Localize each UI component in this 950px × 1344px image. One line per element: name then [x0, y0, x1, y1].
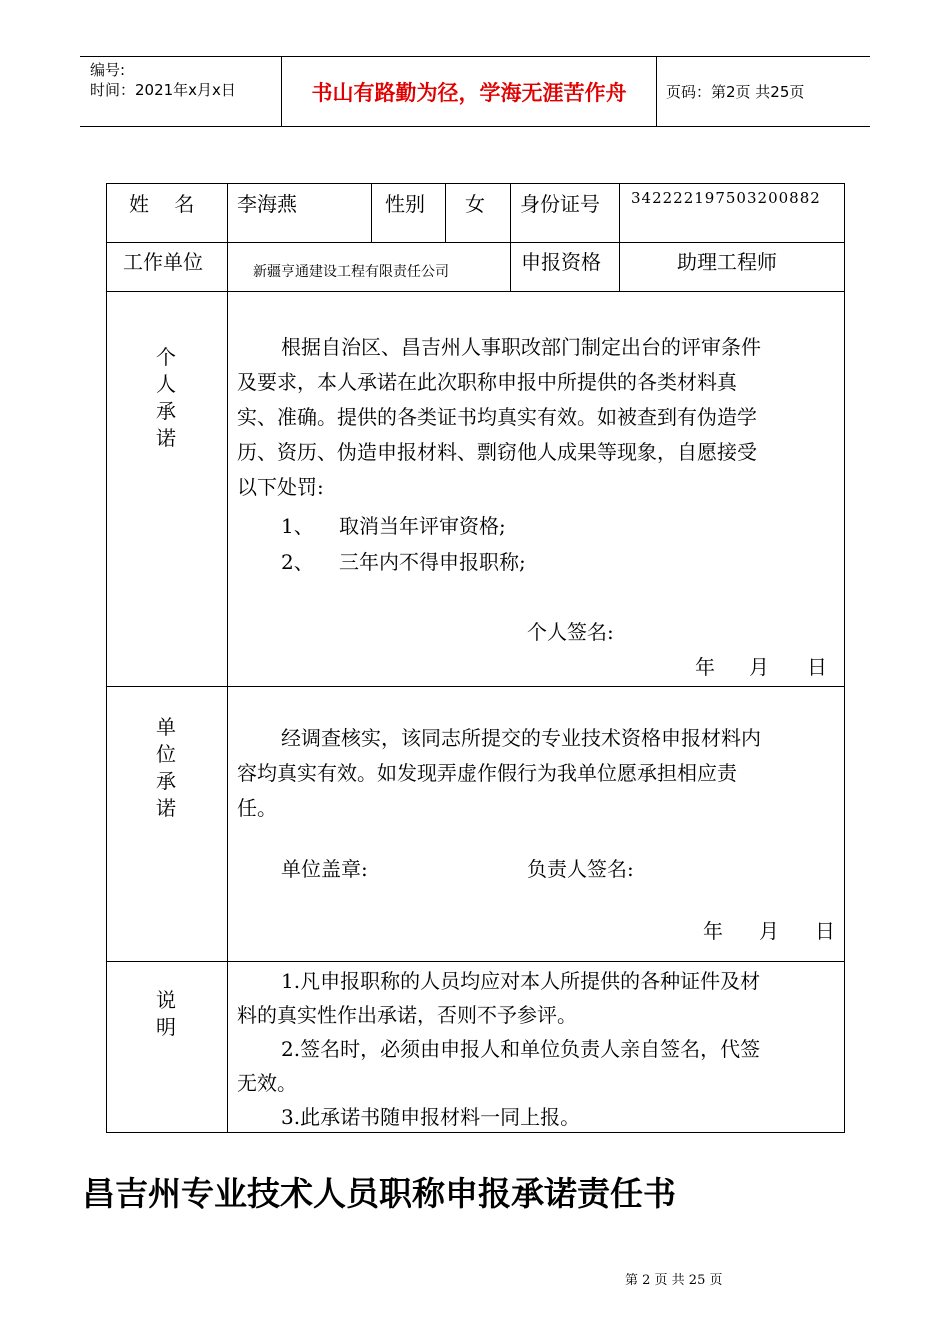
text-line: 无效。 — [237, 1071, 297, 1095]
unit-commitment-text — [237, 721, 761, 826]
header-meta — [80, 57, 281, 126]
label-char: 人 — [156, 372, 176, 396]
personal-commitment-label — [151, 344, 181, 452]
employer-value: 新疆亨通建设工程有限责任公司 — [253, 264, 449, 280]
text-line: 实、准确。提供的各类证书均真实有效。如被查到有伪造学 — [237, 405, 757, 429]
label-char: 诺 — [156, 796, 176, 820]
col-divider — [371, 184, 372, 242]
date-day: 日 — [815, 919, 835, 943]
date-year: 年 — [695, 655, 715, 679]
qualification-label: 申报资格 — [521, 250, 601, 274]
time-label: 时间：2021年x月x日 — [90, 81, 236, 99]
date-year: 年 — [703, 919, 723, 943]
date-month: 月 — [749, 655, 769, 679]
label-char: 单 — [156, 715, 176, 739]
header-motto: 书山有路勤为径，学海无涯苦作舟 — [281, 57, 657, 126]
penalty-2-number: 2、 — [281, 550, 314, 574]
label-char: 承 — [156, 769, 176, 793]
personal-commitment-text — [237, 330, 761, 505]
header-page-info: 页码：第2页 共25页 — [666, 83, 805, 101]
text-line: 容均真实有效。如发现弄虚作假行为我单位愿承担相应责 — [237, 761, 737, 785]
label-char: 明 — [156, 1015, 176, 1039]
text-line: 料的真实性作出承诺，否则不予参评。 — [237, 1003, 577, 1027]
notes-label — [151, 987, 181, 1041]
row-divider — [107, 291, 844, 292]
text-line: 任。 — [237, 796, 277, 820]
text-line: 2.签名时，必须由申报人和单位负责人亲自签名，代签 — [281, 1037, 761, 1061]
notes-text — [237, 964, 760, 1134]
text-line: 及要求，本人承诺在此次职称申报中所提供的各类材料真 — [237, 370, 737, 394]
name-label: 姓 名 — [129, 192, 195, 216]
penalty-2-text: 三年内不得申报职称; — [339, 550, 526, 574]
gender-value: 女 — [465, 192, 485, 216]
id-number-value: 342222197503200882 — [631, 189, 821, 207]
penalty-1-text: 取消当年评审资格; — [339, 514, 506, 538]
row-divider — [107, 242, 844, 243]
text-line: 经调查核实，该同志所提交的专业技术资格申报材料内 — [281, 726, 761, 750]
id-number-label: 身份证号 — [520, 192, 600, 216]
number-label: 编号: — [90, 61, 126, 79]
text-line: 历、资历、伪造申报材料、剽窃他人成果等现象，自愿接受 — [237, 440, 757, 464]
text-line: 以下处罚: — [237, 475, 324, 499]
text-line: 根据自治区、昌吉州人事职改部门制定出台的评审条件 — [281, 335, 761, 359]
commitment-form-table — [106, 183, 845, 1133]
label-char: 个 — [156, 345, 176, 369]
unit-seal-label: 单位盖章: — [281, 857, 368, 881]
date-month: 月 — [759, 919, 779, 943]
text-line: 1.凡申报职称的人员均应对本人所提供的各种证件及材 — [281, 969, 761, 993]
employer-label: 工作单位 — [123, 250, 203, 274]
penalty-1-number: 1、 — [281, 514, 314, 538]
col-divider — [619, 184, 620, 291]
row-divider — [107, 961, 844, 962]
page-header — [80, 56, 870, 127]
col-divider — [510, 184, 511, 291]
page-footer: 第 2 页 共 25 页 — [625, 1273, 723, 1288]
label-char: 位 — [156, 742, 176, 766]
document-title: 昌吉州专业技术人员职称申报承诺责任书 — [82, 1174, 676, 1213]
col-divider — [445, 184, 446, 242]
col-divider — [227, 184, 228, 1133]
name-value: 李海燕 — [237, 192, 297, 216]
label-char: 承 — [156, 399, 176, 423]
date-day: 日 — [807, 655, 827, 679]
leader-signature-label: 负责人签名: — [527, 857, 634, 881]
qualification-value: 助理工程师 — [677, 250, 777, 274]
text-line: 3.此承诺书随申报材料一同上报。 — [281, 1105, 581, 1129]
gender-label: 性别 — [385, 192, 425, 216]
row-divider — [107, 686, 844, 687]
label-char: 说 — [156, 988, 176, 1012]
unit-commitment-label — [151, 714, 181, 822]
label-char: 诺 — [156, 426, 176, 450]
personal-signature-label: 个人签名: — [527, 620, 614, 644]
